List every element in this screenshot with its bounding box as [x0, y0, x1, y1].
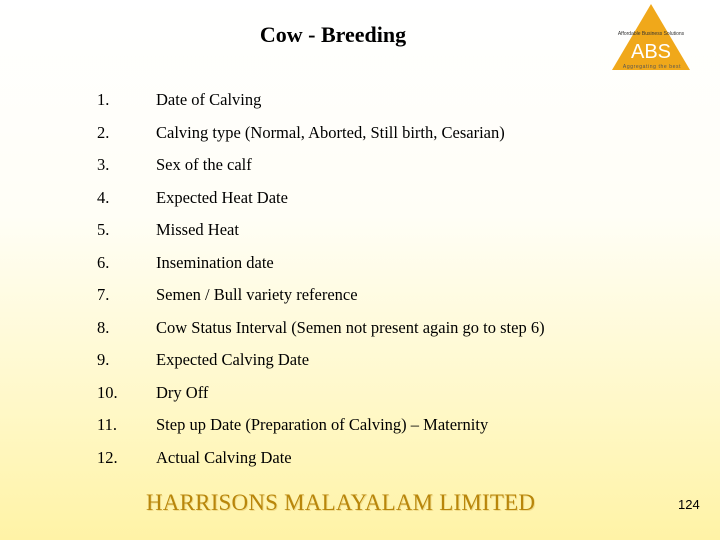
item-number: 5. — [97, 220, 110, 240]
item-text: Cow Status Interval (Semen not present again go to step 6) — [156, 317, 545, 337]
item-text: Semen / Bull variety reference — [156, 285, 358, 305]
list-item — [97, 442, 545, 475]
list-item — [97, 149, 545, 182]
item-text: Step up Date (Preparation of Calving) – Maternity — [156, 415, 489, 435]
list-item — [97, 279, 545, 312]
item-number: 11. — [97, 415, 118, 435]
list-item — [97, 312, 545, 345]
list-item — [97, 377, 545, 410]
breeding-steps-list — [97, 84, 545, 474]
logo-brand: ABS — [630, 41, 672, 63]
logo-tagline-bottom: Aggregating the best — [622, 64, 682, 70]
item-number: 12. — [97, 447, 118, 467]
item-text: Actual Calving Date — [156, 447, 292, 467]
page-number: 124 — [678, 497, 700, 512]
item-number: 8. — [97, 317, 110, 337]
list-item — [97, 117, 545, 150]
footer-company-name: HARRISONS MALAYALAM LIMITED — [146, 490, 536, 515]
item-number: 2. — [97, 122, 110, 142]
list-item — [97, 84, 545, 117]
item-text: Sex of the calf — [156, 155, 252, 175]
abs-logo — [606, 2, 696, 74]
item-number: 10. — [97, 382, 118, 402]
item-number: 3. — [97, 155, 110, 175]
list-item — [97, 247, 545, 280]
item-number: 6. — [97, 252, 110, 272]
slide-title: Cow - Breeding — [259, 22, 407, 47]
item-number: 1. — [97, 90, 110, 110]
item-text: Calving type (Normal, Aborted, Still birth, Cesarian) — [156, 122, 505, 142]
item-number: 9. — [97, 350, 110, 370]
item-text: Insemination date — [156, 252, 274, 272]
list-item — [97, 214, 545, 247]
item-text: Expected Calving Date — [156, 350, 310, 370]
item-number: 4. — [97, 187, 110, 207]
item-number: 7. — [97, 285, 110, 305]
item-text: Dry Off — [156, 382, 209, 402]
logo-tagline-top: Affordable Business Solutions — [617, 31, 685, 37]
item-text: Expected Heat Date — [156, 187, 288, 207]
list-item — [97, 344, 545, 377]
list-item — [97, 409, 545, 442]
item-text: Missed Heat — [156, 220, 239, 240]
list-item — [97, 182, 545, 215]
item-text: Date of Calving — [156, 90, 262, 110]
